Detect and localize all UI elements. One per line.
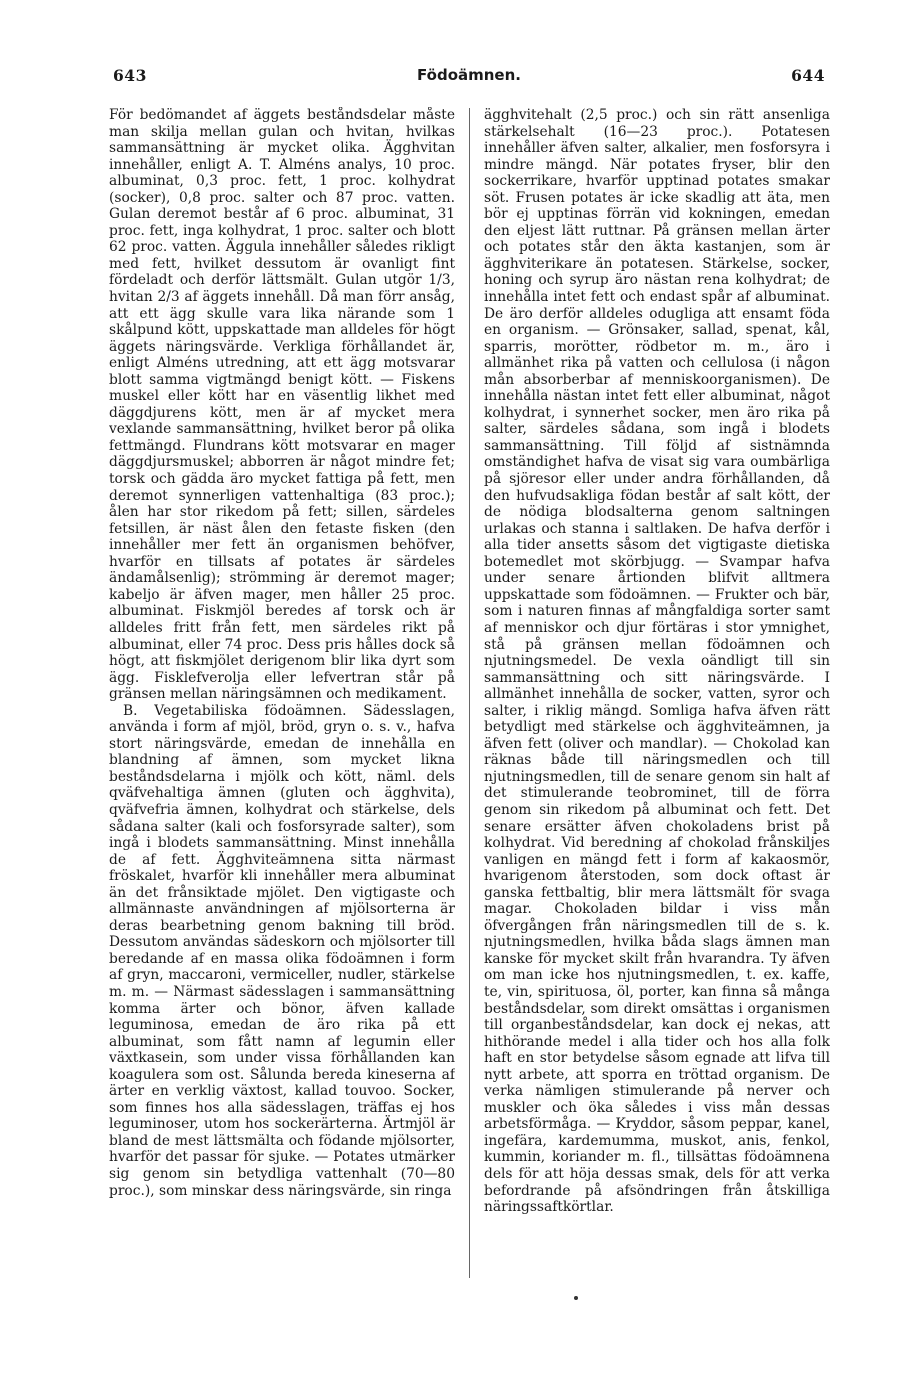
left-column-paragraph-2: B. Vegetabiliska födoämnen. Sädesslagen, använda i form af mjöl, bröd, gryn o. s. v., hafva stort näringsvärde, emedan de innehålla en blandning af ämnen, som mycket likna beståndsdelarna i mjölk och kött, näml. dels qväfvehaltiga ämnen (gluten och ägghvita), qväfvefria ämnen, kolhydrat och stärkelse, dels sådana salter (kali och fosforsyrade salter), som ingå i blodets sammansättning. Minst innehålla de af fett. Ägghviteämnena sitta närmast fröskalet, hvarför kli innehåller mera albuminat än det frånsiktade mjölet. Den vigtigaste och allmännaste användningen af mjölsorterna är deras bearbetning genom bakning till bröd. Dessutom användas sädeskorn och mjölsorter till beredande af en massa olika födoämnen i form af gryn, maccaroni, vermiceller, nudler, stärkelse m. m. — Närmast sädesslagen i sammansättning komma ärter och bönor, äfven kallade leguminosa, emedan de äro rika på ett albuminat, som fått namn af legumin eller växtkasein, som under vissa förhållanden kan koagulera som ost. Sålunda bereda kineserna af ärter en verklig växtost, kallad touvoo. Socker, som finnes hos alla sädesslagen, träffas ej hos leguminoser, utom hos sockerärterna. Ärtmjöl är bland de mest lättsmälta och födande mjölsorter, hvarför det passar för sjuke. — Potates utmärker sig genom sin betydliga vattenhalt (70—80 proc.), som minskar dess näringsvärde, sin ringa xyxy=(109,702,455,1199)
right-column-paragraph: ägghvitehalt (2,5 proc.) och sin rätt ansenliga stärkelsehalt (16—23 proc.). Potatesen innehåller äfven salter, alkalier, men fosforsyra i mindre mängd. När potates fryser, blir den sockerrikare, hvarför upptinad potates smakar söt. Frusen potates är icke skadlig att äta, men bör ej upptinas förrän vid kokningen, emedan den eljest lätt ruttnar. På gränsen mellan ärter och potates står den äkta kastanjen, som är ägghviterikare än potatesen. Stärkelse, socker, honing och syrup äro nästan rena kolhydrat; de innehålla intet fett och endast spår af albuminat. De äro derför alldeles odugliga att ensamt föda en organism. — Grönsaker, sallad, spenat, kål, sparris, morötter, rödbetor m. m., äro i allmänhet rika på vatten och cellulosa (i någon mån absorberbar af menniskoorganismen). De innehålla nästan intet fett eller albuminat, något kolhydrat, i synnerhet socker, men äro rika på salter, särdeles sådana, som ingå i blodets sammansättning. Till följd af sistnämnda omständighet hafva de visat sig vara oumbärliga på sjöresor eller under andra förhållanden, då den hufvudsakliga födan består af salt kött, der de nödiga blodsalterna genom saltningen urlakas och stanna i saltlaken. De hafva derför i alla tider ansetts såsom det vigtigaste dietiska botemedlet mot skörbjugg. — Svampar hafva under senare årtionden blifvit alltmera uppskattade som födoämnen. — Frukter och bär, som i naturen finnas af mångfaldiga sorter samt af menniskor och djur förtäras i stor ymnighet, stå på gränsen mellan födoämnen och njutningsmedel. De vexla oändligt till sin sammansättning och sitt näringsvärde. I allmänhet innehålla de socker, vatten, syror och salter, i riklig mängd. Somliga hafva äfven rätt betydligt med stärkelse och ägghviteämnen, ja äfven fett (oliver och mandlar). — Chokolad kan räknas både till näringsmedlen och till njutningsmedlen, till de senare genom sin halt af det stimulerande teobrominet, till de förra genom sin rikedom på albuminat och fett. Det senare ersätter äfven chokoladens brist på kolhydrat. Vid beredning af chokolad frånskiljes vanligen en mängd fett i form af kakaosmör, hvarigenom återstoden, som dock oftast är ganska fettbaltig, blir mera lättsmält för svaga magar. Chokoladen bildar i viss mån öfvergången från näringsmedlen till de s. k. njutningsmedlen, hvilka båda slags ämnen man kanske för mycket skilt från hvarandra. Ty äfven om man icke hos njutningsmedlen, t. ex. kaffe, te, vin, spirituosa, öl, porter, kan finna så många beståndsdelar, som direkt omsättas i organismen till organbeståndsdelar, kan dock ej nekas, att hithörande medel i alla tider och hos alla folk haft en stor betydelse såsom egnade att lifva till nytt arbete, att sporra en tröttad organism. De verka nämligen stimulerande på nerver och muskler och öka således i viss mån dessas arbetsförmåga. — Kryddor, såsom peppar, kanel, ingefära, kardemumma, muskot, anis, fenkol, kummin, koriander m. fl., tillsättas födoämnena dels för att höja dessas smak, dels för att verka befordrande på afsöndringen från åtskilliga näringssaftkörtlar. xyxy=(484,107,830,1216)
page-header xyxy=(113,66,825,90)
page-number-right: 644 xyxy=(791,66,825,85)
left-column xyxy=(109,107,455,1287)
left-column-paragraph-1: För bedömandet af äggets beståndsdelar måste man skilja mellan gulan och hvitan, hvilkas sammansättning är mycket olika. Ägghvitan innehåller, enligt A. T. Alméns analys, 10 proc. albuminat, 0,3 proc. fett, 1 proc. kolhydrat (socker), 0,8 proc. salter och 87 proc. vatten. Gulan deremot består af 6 proc. albuminat, 31 proc. fett, inga kolhydrat, 1 proc. salter och blott 62 proc. vatten. Äggula innehåller således rikligt med fett, hvilket dessutom är ovanligt fint fördeladt och derför lättsmält. Gulan utgör 1/3, hvitan 2/3 af äggets innehåll. Då man förr ansåg, att ett ägg skulle vara lika närande som 1 skålpund kött, uppskattade man alldeles för högt äggets näringsvärde. Verkliga förhållandet är, enligt Alméns utredning, att ett ägg motsvarar blott samma vigtmängd benigt kött. — Fiskens muskel eller kött har en väsentlig likhet med däggdjurens kött, men är af mycket mera vexlande sammansättning, hvilket beror på olika fettmängd. Flundrans kött motsvarar en mager däggdjursmuskel; abborren är något mindre fet; torsk och gädda äro mycket fattiga på fett, men deremot synnerligen vattenhaltiga (83 proc.); ålen har stor rikedom på fett; sillen, särdeles fetsillen, är näst ålen den fetaste fisken (den innehåller mer fett än organismen behöfver, hvarför en tillsats af potates är särdeles ändamålsenlig); strömming är deremot mager; kabeljo är äfven mager, men håller 25 proc. albuminat. Fiskmjöl beredes af torsk och är alldeles fritt från fett, men särdeles rikt på albuminat, eller 74 proc. Dess pris hålles dock så högt, att fiskmjölet derigenom blir lika dyrt som ägg. Fisklefverolja eller lefvertran står på gränsen mellan näringsämnen och medikament. xyxy=(109,107,455,703)
right-column xyxy=(484,107,830,1287)
ink-speck xyxy=(574,1296,578,1300)
running-title: Födoämnen. xyxy=(417,66,521,84)
page-number-left: 643 xyxy=(113,66,147,85)
column-divider xyxy=(469,108,470,1278)
